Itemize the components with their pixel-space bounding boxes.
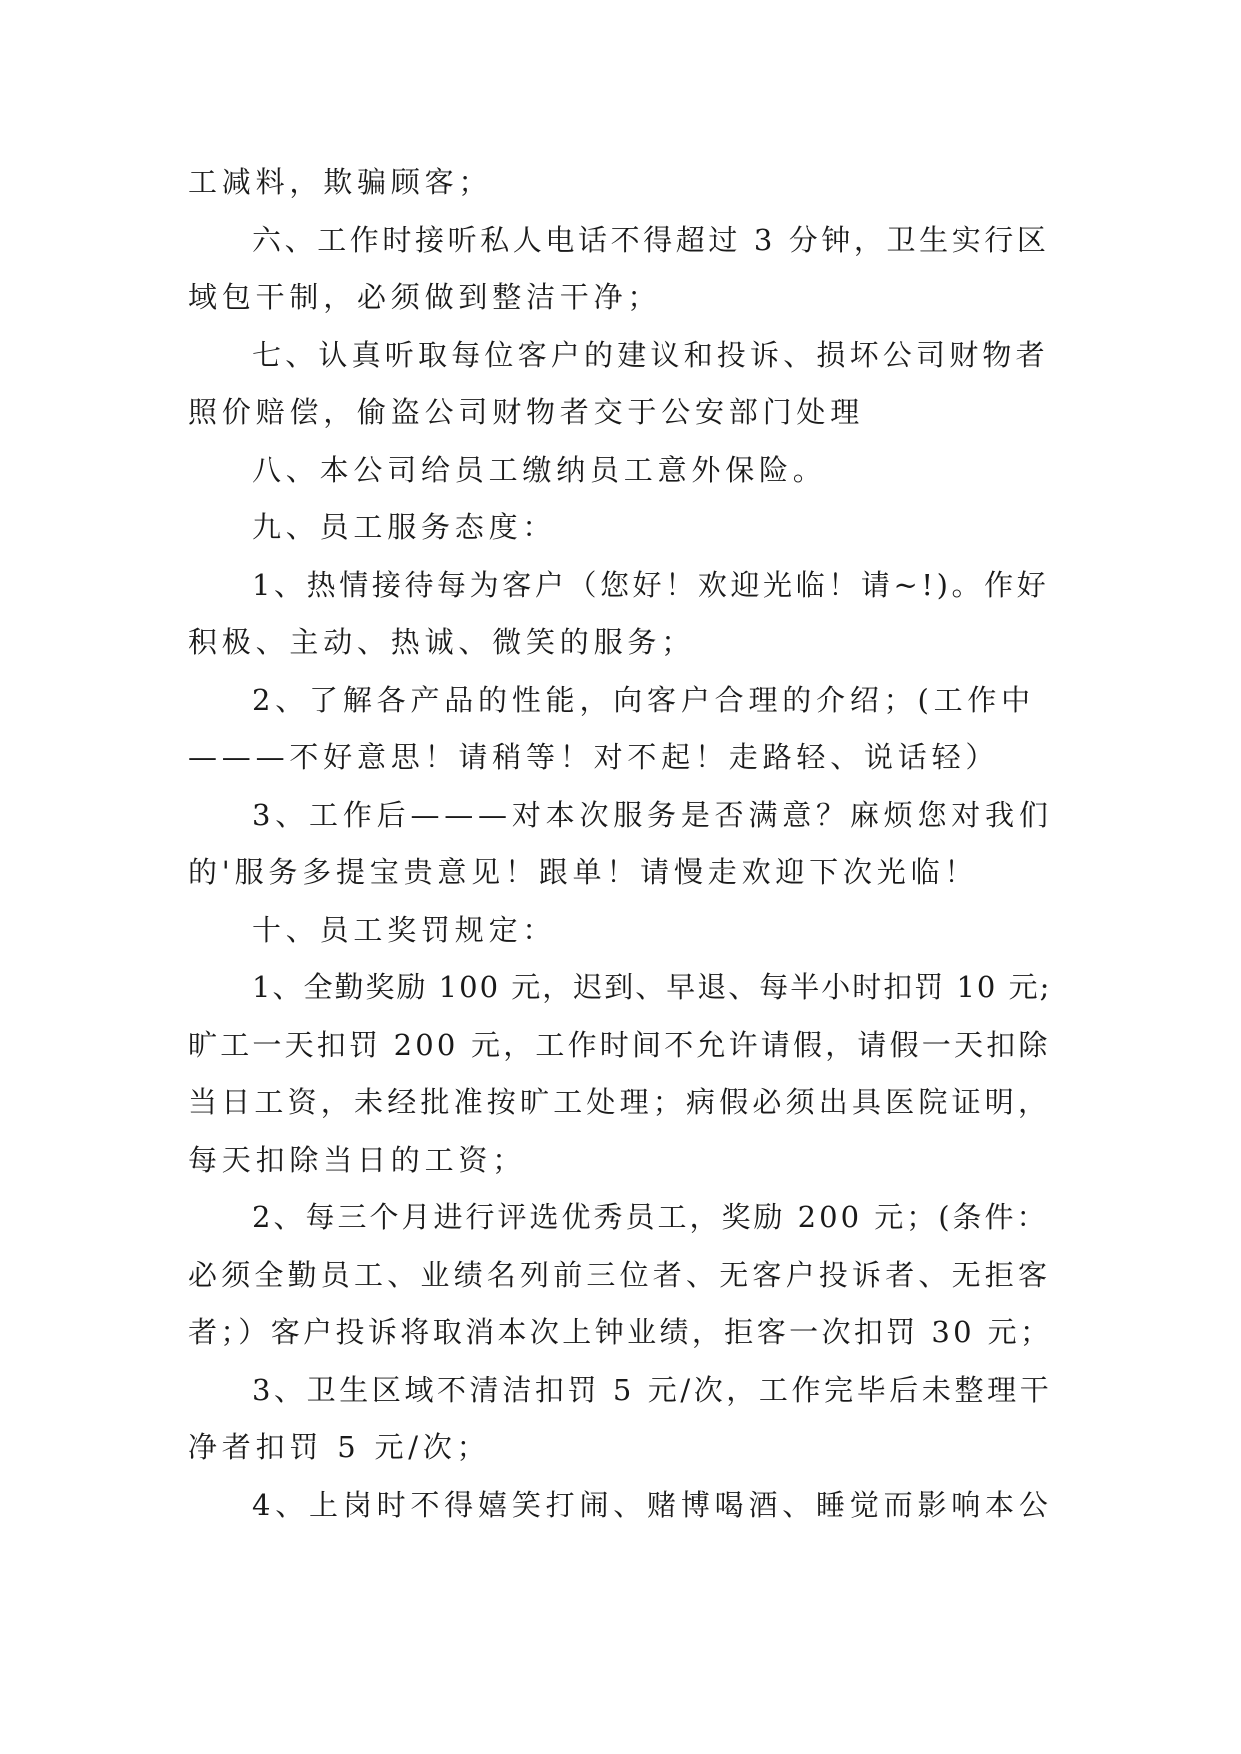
- text-line-9: 积极、主动、热诚、微笑的服务；: [188, 625, 696, 659]
- text-line-16: 旷工一天扣罚 200 元，工作时间不允许请假，请假一天扣除: [188, 1027, 1051, 1062]
- text-line-3: 域包干制，必须做到整洁干净；: [188, 280, 662, 314]
- text-line-19: 2、每三个月进行评选优秀员工，奖励 200 元；(条件：: [252, 1200, 1049, 1234]
- text-line-4: 七、认真听取每位客户的建议和投诉、损坏公司财物者: [252, 337, 1049, 372]
- text-line-2: 六、工作时接听私人电话不得超过 3 分钟，卫生实行区: [252, 222, 1050, 257]
- text-line-22: 3、卫生区域不清洁扣罚 5 元/次，工作完毕后未整理干: [252, 1372, 1053, 1407]
- document-body: [188, 154, 1053, 1534]
- text-line-5: 照价赔偿，偷盗公司财物者交于公安部门处理: [188, 395, 865, 429]
- text-line-23: 净者扣罚 5 元/次；: [188, 1430, 491, 1464]
- text-line-12: 3、工作后———对本次服务是否满意？麻烦您对我们: [252, 797, 1053, 832]
- text-line-17: 当日工资，未经批准按旷工处理；病假必须出具医院证明，: [188, 1085, 1052, 1119]
- text-line-15: 1、全勤奖励 100 元，迟到、早退、每半小时扣罚 10 元;: [252, 970, 1052, 1004]
- section-heading-rewards: 十、员工奖罚规定：: [252, 912, 557, 947]
- text-line-8: 1、热情接待每为客户（您好！欢迎光临！请~!)。作好: [252, 567, 1050, 602]
- text-line-24: 4、上岗时不得嬉笑打闹、赌博喝酒、睡觉而影响本公: [252, 1487, 1053, 1522]
- text-line-11: ———不好意思！请稍等！对不起！走路轻、说话轻）: [188, 740, 1000, 774]
- text-line-10: 2、了解各产品的性能，向客户合理的介绍；(工作中: [252, 682, 1035, 717]
- text-line-6: 八、本公司给员工缴纳员工意外保险。: [252, 452, 827, 487]
- text-line-21: 者；）客户投诉将取消本次上钟业绩，拒客一次扣罚 30 元；: [188, 1315, 1053, 1349]
- text-line-18: 每天扣除当日的工资；: [188, 1142, 527, 1177]
- text-line-1: 工减料，欺骗顾客；: [188, 165, 493, 199]
- text-line-13: 的'服务多提宝贵意见！跟单！请慢走欢迎下次光临！: [188, 855, 979, 889]
- section-heading-service: 九、员工服务态度：: [252, 510, 557, 544]
- text-line-20: 必须全勤员工、业绩名列前三位者、无客户投诉者、无拒客: [188, 1257, 1052, 1292]
